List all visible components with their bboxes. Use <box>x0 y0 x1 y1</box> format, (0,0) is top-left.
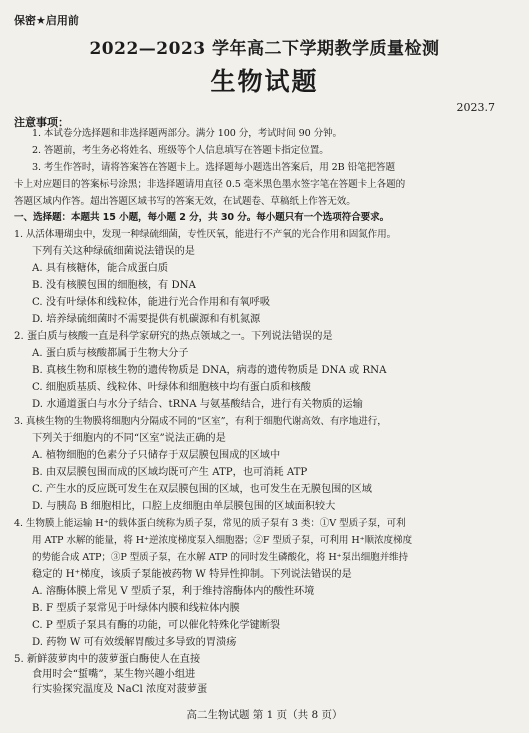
question-3-option-a: A. 植物细胞的色素分子只储存于双层膜包围成的区域中 <box>32 450 281 461</box>
notice-heading: 注意事项： <box>14 116 69 129</box>
notice-line: 2. 答题前，考生务必将姓名、班级等个人信息填写在答题卡指定位置。 <box>32 145 329 156</box>
question-3-option-d: D. 与胰岛 B 细胞相比，口腔上皮细胞由单层膜包围的区域面积较大 <box>32 501 336 512</box>
question-4-option-d: D. 药物 W 可有效缓解胃酸过多导致的胃溃疡 <box>32 637 237 648</box>
notice-line: 答题区域内作答。超出答题区域书写的答案无效，在试题卷、草稿纸上作答无效。 <box>14 196 356 207</box>
question-1-option-c: C. 没有叶绿体和线粒体，能进行光合作用和有氧呼吸 <box>32 297 271 308</box>
question-1-stem: 下列有关这种绿硫细菌说法错误的是 <box>32 246 195 257</box>
question-4-stem: 4. 生物膜上能运输 H⁺的载体蛋白统称为质子泵，常见的质子泵有 3 类：①V 型质子泵，可利 <box>14 518 406 529</box>
subject-title: 生物试题 <box>210 67 319 96</box>
section-heading: 一、选择题：本题共 15 小题，每小题 2 分，共 30 分。每小题只有一个选项符合要求。 <box>14 212 390 223</box>
question-5-stem: 5. 新鲜菠萝肉中的菠萝蛋白酶使人在直接 <box>14 654 201 665</box>
question-1-option-a: A. 具有核糖体，能合成蛋白质 <box>32 263 169 274</box>
question-2-option-b: B. 真核生物和原核生物的遗传物质是 DNA，病毒的遗传物质是 DNA 或 RNA <box>32 365 387 376</box>
question-1-option-b: B. 没有核膜包围的细胞核，有 DNA <box>32 280 196 291</box>
question-2-option-d: D. 水通道蛋白与水分子结合、tRNA 与氨基酸结合，进行有关物质的运输 <box>32 399 363 410</box>
question-2-stem: 2. 蛋白质与核酸一直是科学家研究的热点领域之一。下列说法错误的是 <box>14 331 333 342</box>
question-2-option-c: C. 细胞质基质、线粒体、叶绿体和细胞核中均有蛋白质和核酸 <box>32 382 311 393</box>
question-3-stem: 下列关于细胞内的不同“区室”说法正确的是 <box>32 433 226 444</box>
question-4-option-a: A. 溶酶体膜上常见 V 型质子泵，利于维持溶酶体内的酸性环境 <box>32 586 315 597</box>
question-3-option-b: B. 由双层膜包围而成的区域均既可产生 ATP，也可消耗 ATP <box>32 467 308 478</box>
question-3-option-c: C. 产生水的反应既可发生在双层膜包围的区域，也可发生在无膜包围的区域 <box>32 484 372 495</box>
notice-line: 卡上对应题目的答案标号涂黑；非选择题请用直径 0.5 毫米黑色墨水签字笔在答题卡上各题的 <box>14 179 406 190</box>
exam-date: 2023.7 <box>456 101 495 114</box>
question-4-option-b: B. F 型质子泵常见于叶绿体内膜和线粒体内膜 <box>32 603 240 614</box>
confidential-label: 保密★启用前 <box>14 14 79 27</box>
question-1-option-d: D. 培养绿硫细菌时不需要提供有机碳源和有机氮源 <box>32 314 261 325</box>
question-5-stem: 食用时会“蜇嘴”，某生物兴趣小组进 <box>32 669 196 680</box>
question-4-option-c: C. P 型质子泵具有酶的功能，可以催化特殊化学键断裂 <box>32 620 281 631</box>
exam-title: 2022—2023 学年高二下学期教学质量检测 <box>89 39 440 59</box>
notice-line: 3. 考生作答时，请将答案答在答题卡上。选择题每小题选出答案后，用 2B 铅笔把答题 <box>32 162 396 173</box>
question-4-stem: 的势能合成 ATP；③P 型质子泵，在水解 ATP 的同时发生磷酸化，将 H⁺泵出细胞并维持 <box>32 552 409 563</box>
question-5-stem: 行实验探究温度及 NaCl 浓度对菠萝蛋 <box>32 684 208 695</box>
notice-line: 1. 本试卷分选择题和非选择题两部分。满分 100 分，考试时间 90 分钟。 <box>32 128 343 139</box>
question-4-stem: 用 ATP 水解的能量，将 H⁺逆浓度梯度泵入细胞器；②F 型质子泵，可利用 H⁺顺浓度梯度 <box>32 535 413 546</box>
question-4-stem: 稳定的 H⁺梯度，该质子泵能被药物 W 特异性抑制。下列说法错误的是 <box>32 569 352 580</box>
question-1-stem: 1. 从活体珊瑚虫中，发现一种绿硫细菌，专性厌氧，能进行不产氧的光合作用和固氮作用。 <box>14 229 397 240</box>
question-2-option-a: A. 蛋白质与核酸都属于生物大分子 <box>32 348 189 359</box>
question-3-stem: 3. 真核生物的生物膜将细胞内分隔成不同的“区室”，有利于细胞代谢高效、有序地进行， <box>14 416 387 427</box>
page-footer: 高二生物试题 第 1 页（共 8 页） <box>186 709 343 721</box>
